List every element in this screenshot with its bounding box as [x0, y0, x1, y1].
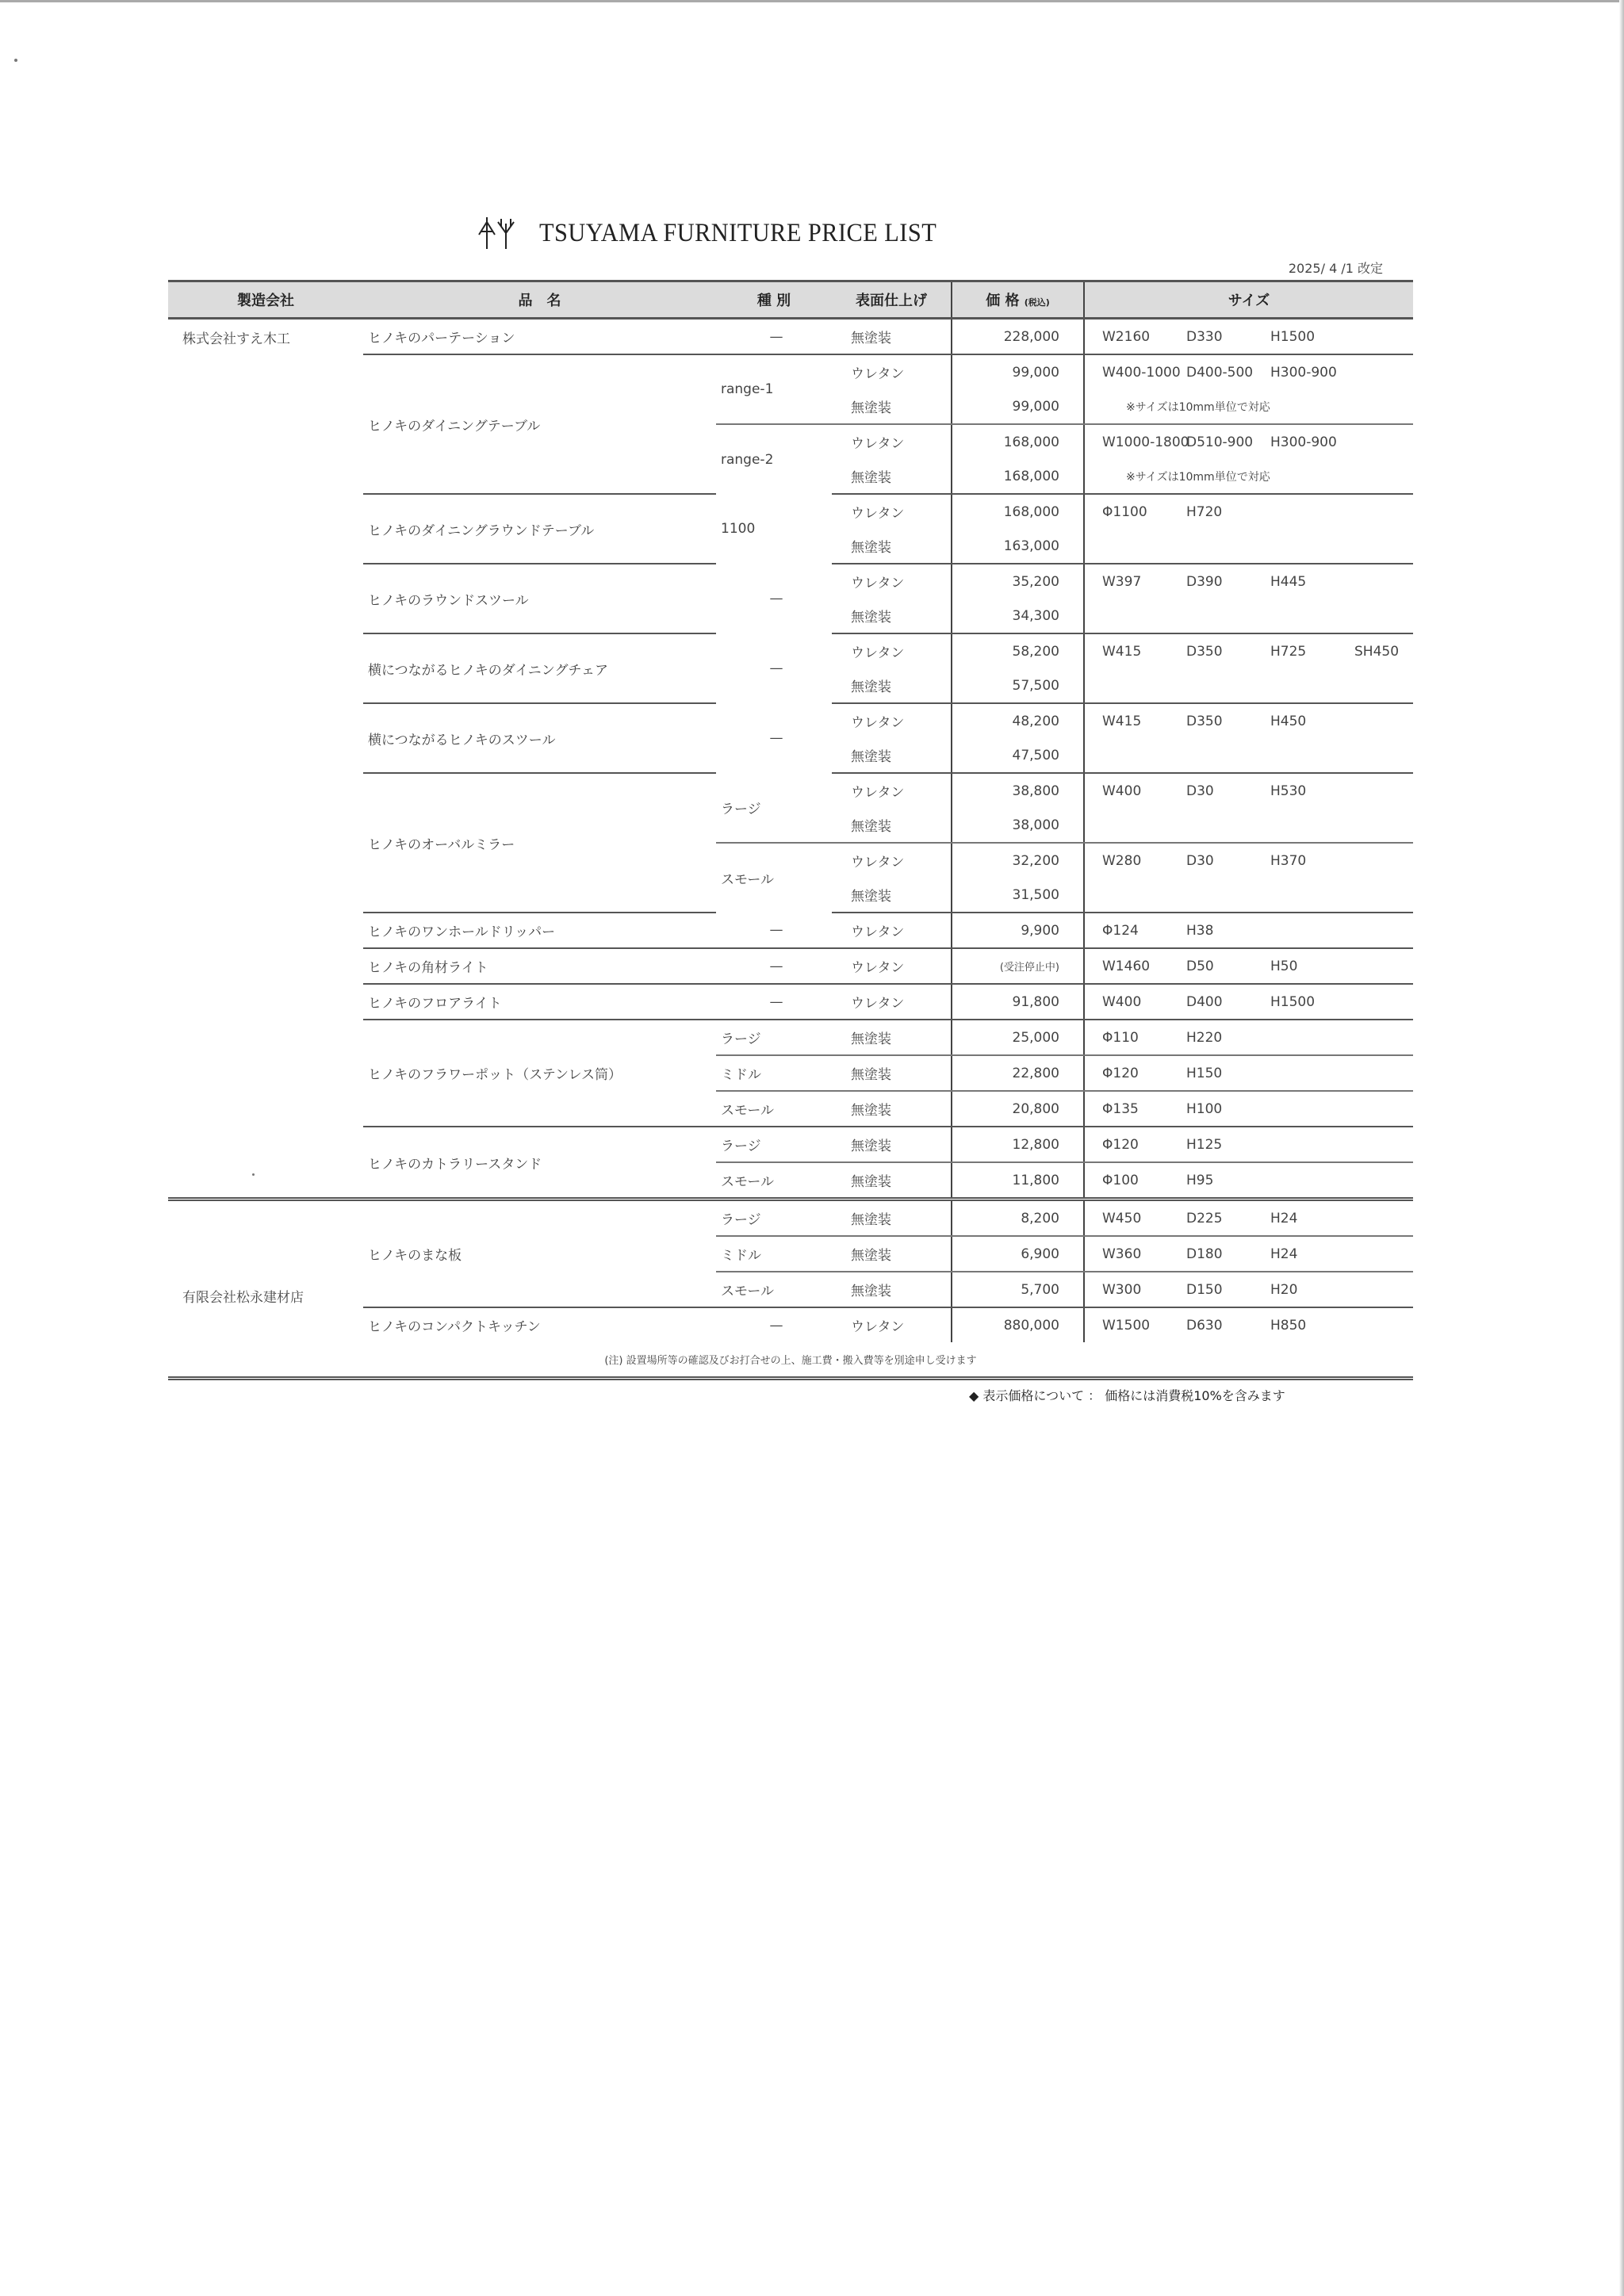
size-dimension: W1460: [1102, 958, 1151, 974]
product-type: —: [769, 1317, 783, 1334]
company-name: 有限会社松永建材店: [182, 1289, 304, 1306]
product-name: ヒノキのフロアライト: [363, 984, 716, 1020]
size-dimension: W400: [1102, 783, 1142, 799]
header-price: [952, 281, 1084, 319]
size: [1084, 1162, 1413, 1200]
price: 6,900: [952, 1236, 1084, 1272]
product-name: ヒノキのダイニングラウンドテーブル: [363, 494, 716, 564]
price: 58,200: [952, 633, 1084, 668]
price: 168,000: [952, 424, 1084, 459]
product-type: ラージ: [716, 1200, 832, 1237]
product-type: スモール: [716, 1091, 832, 1127]
size-dimension: W450: [1102, 1210, 1142, 1226]
size: [1084, 1236, 1413, 1272]
product-name: ヒノキのラウンドスツール: [363, 564, 716, 633]
size: [1084, 1055, 1413, 1091]
size: [1084, 1200, 1413, 1237]
size-dimension: D630: [1186, 1317, 1223, 1334]
tax-note: ◆ 表示価格について ： 価格には消費税10%を含みます: [969, 1388, 1285, 1403]
surface-finish: ウレタン: [851, 436, 905, 452]
size-dimension: W360: [1102, 1246, 1142, 1262]
surface-finish: 無塗装: [832, 1055, 952, 1091]
header-price-label: 価 格: [986, 293, 1020, 309]
size-dimension: H1500: [1270, 328, 1316, 345]
size-dimension: Φ1100: [1102, 503, 1147, 520]
size: [1084, 808, 1413, 843]
size: [1084, 738, 1413, 773]
surface-finish: ウレタン: [832, 948, 952, 984]
size-dimension: D30: [1186, 852, 1214, 869]
size: [1084, 1020, 1413, 1055]
size: [1084, 1127, 1413, 1162]
price: 163,000: [952, 529, 1084, 564]
price: 35,200: [952, 564, 1084, 599]
size-dimension: W415: [1102, 713, 1142, 729]
product-type: —: [769, 591, 783, 607]
size-dimension: Φ120: [1102, 1065, 1139, 1081]
size-dimension: D30: [1186, 783, 1214, 799]
size-dimension: Φ100: [1102, 1172, 1139, 1188]
size-dimension: H150: [1186, 1065, 1223, 1081]
size-dimension: D400-500: [1186, 364, 1254, 381]
size-dimension: W280: [1102, 852, 1142, 869]
price: 99,000: [952, 389, 1084, 424]
size: [1084, 354, 1413, 389]
size: [1084, 773, 1413, 808]
product-name: ヒノキの角材ライト: [363, 948, 716, 984]
size: [1084, 668, 1413, 703]
footnote: (注) 設置場所等の確認及びお打合せの上、施工費・搬入費等を別途申し受けます: [168, 1342, 1413, 1379]
surface-finish: 無塗装: [832, 599, 952, 633]
size-dimension: D350: [1186, 713, 1223, 729]
surface-finish: ウレタン: [832, 984, 952, 1020]
surface-finish: 無塗装: [832, 668, 952, 703]
price: 228,000: [952, 319, 1084, 355]
header-product-name: 品 名: [363, 281, 716, 319]
size-dimension: H445: [1270, 573, 1307, 590]
header-type: 種 別: [716, 281, 832, 319]
product-type: —: [716, 913, 832, 948]
surface-finish: 無塗装: [832, 878, 952, 913]
price: 8,200: [952, 1200, 1084, 1237]
size-dimension: D50: [1186, 958, 1214, 974]
size-dimension: H100: [1186, 1100, 1223, 1117]
size-dimension: D400: [1186, 993, 1223, 1010]
surface-finish: ウレタン: [851, 1319, 905, 1335]
table-row: [168, 1200, 1413, 1237]
size: [1084, 599, 1413, 633]
size-dimension: D225: [1186, 1210, 1223, 1226]
product-type: —: [769, 660, 783, 676]
price: 22,800: [952, 1055, 1084, 1091]
product-type: range-1: [716, 354, 832, 424]
size: [1084, 494, 1413, 529]
size: [1084, 319, 1413, 355]
price: 47,500: [952, 738, 1084, 773]
price: 32,200: [952, 843, 1084, 878]
product-name: ヒノキのコンパクトキッチン: [368, 1319, 541, 1335]
product-name: ヒノキのカトラリースタンド: [363, 1127, 716, 1200]
table-row: [168, 319, 1413, 355]
size: [1084, 878, 1413, 913]
size-dimension: H24: [1270, 1210, 1298, 1226]
price: 91,800: [952, 984, 1084, 1020]
size-dimension: D330: [1186, 328, 1223, 345]
size-dimension: Φ124: [1102, 922, 1139, 939]
size: [1084, 1272, 1413, 1307]
surface-finish: ウレタン: [851, 645, 905, 661]
price: 11,800: [952, 1162, 1084, 1200]
size: [1084, 984, 1413, 1020]
product-type: スモール: [716, 1162, 832, 1200]
price: 57,500: [952, 668, 1084, 703]
surface-finish: 無塗装: [832, 459, 952, 494]
size-dimension: Φ135: [1102, 1100, 1139, 1117]
size-dimension: H50: [1270, 958, 1298, 974]
size: [1084, 703, 1413, 738]
size-dimension: H300-900: [1270, 434, 1337, 450]
footnote-row: [168, 1342, 1413, 1379]
revision-date: 2025/ 4 /1 改定: [1288, 261, 1383, 276]
product-type: ミドル: [716, 1055, 832, 1091]
surface-finish: ウレタン: [851, 576, 905, 591]
price: 168,000: [952, 494, 1084, 529]
product-type: ミドル: [716, 1236, 832, 1272]
tree-logo-icon: [476, 216, 525, 251]
document-title: TSUYAMA FURNITURE PRICE LIST: [539, 218, 937, 247]
size-dimension: H95: [1186, 1172, 1214, 1188]
document-header: [476, 216, 971, 251]
size-dimension: W400: [1102, 993, 1142, 1010]
size-dimension: W2160: [1102, 328, 1151, 345]
price-table: [168, 280, 1413, 1380]
price: 38,800: [952, 773, 1084, 808]
size-note: ※サイズは10mm単位で対応: [1126, 470, 1270, 484]
size-dimension: H220: [1186, 1029, 1223, 1046]
size: [1084, 913, 1413, 948]
size: [1084, 1307, 1413, 1342]
size-note: ※サイズは10mm単位で対応: [1126, 400, 1270, 414]
size-dimension: D390: [1186, 573, 1223, 590]
surface-finish: 無塗装: [832, 1272, 952, 1307]
size-dimension: H530: [1270, 783, 1307, 799]
product-name: ヒノキのオーバルミラー: [363, 773, 716, 913]
price: 880,000: [952, 1307, 1084, 1342]
scan-edge: [0, 0, 1624, 2]
header-finish: 表面仕上げ: [832, 281, 952, 319]
size: [1084, 948, 1413, 984]
surface-finish: ウレタン: [851, 506, 905, 522]
product-name: ヒノキのパーテーション: [363, 319, 716, 355]
product-type: スモール: [721, 872, 774, 888]
company-name: 株式会社すえ木工: [168, 319, 363, 1200]
price: 168,000: [952, 459, 1084, 494]
surface-finish: ウレタン: [832, 913, 952, 948]
product-type: ラージ: [716, 773, 832, 843]
size-dimension: W1500: [1102, 1317, 1151, 1334]
surface-finish: ウレタン: [851, 715, 905, 731]
size: [1084, 1091, 1413, 1127]
product-type: —: [716, 948, 832, 984]
size-dimension: W397: [1102, 573, 1142, 590]
price: 12,800: [952, 1127, 1084, 1162]
price: 99,000: [952, 354, 1084, 389]
surface-finish: 無塗装: [832, 738, 952, 773]
size-dimension: H725: [1270, 643, 1307, 660]
surface-finish: 無塗装: [832, 1162, 952, 1200]
header-size: サイズ: [1084, 281, 1413, 319]
price: 48,200: [952, 703, 1084, 738]
product-type: 1100: [721, 521, 756, 537]
product-type: —: [716, 319, 832, 355]
price: 5,700: [952, 1272, 1084, 1307]
product-name: ヒノキのまな板: [363, 1200, 716, 1308]
product-type: range-2: [721, 451, 774, 468]
size-dimension: W415: [1102, 643, 1142, 660]
table-header-row: [168, 281, 1413, 319]
size-dimension: H38: [1186, 922, 1214, 939]
size-dimension: W400-1000: [1102, 364, 1181, 381]
size: [1084, 424, 1413, 459]
price-table-body: [168, 319, 1413, 1379]
size-dimension: H850: [1270, 1317, 1307, 1334]
size-dimension: H20: [1270, 1281, 1298, 1298]
surface-finish: 無塗装: [832, 1127, 952, 1162]
surface-finish: 無塗装: [832, 1020, 952, 1055]
product-name: ヒノキのフラワーポット（ステンレス筒）: [363, 1020, 716, 1127]
size-dimension: H24: [1270, 1246, 1298, 1262]
product-name: 横につながるヒノキのスツール: [363, 703, 716, 773]
size-dimension: D150: [1186, 1281, 1223, 1298]
size-dimension: H720: [1186, 503, 1223, 520]
price: (受注停止中): [952, 948, 1084, 984]
product-name: 横につながるヒノキのダイニングチェア: [363, 633, 716, 703]
size: [1084, 389, 1413, 424]
header-company: 製造会社: [168, 281, 363, 319]
scan-speck: [14, 59, 17, 62]
surface-finish: 無塗装: [832, 319, 952, 355]
size: [1084, 459, 1413, 494]
price: 25,000: [952, 1020, 1084, 1055]
surface-finish: 無塗装: [832, 389, 952, 424]
size-dimension: H1500: [1270, 993, 1316, 1010]
surface-finish: 無塗装: [832, 1200, 952, 1237]
scan-edge: [1619, 0, 1624, 2296]
size: [1084, 843, 1413, 878]
size: [1084, 633, 1413, 668]
size-dimension: H300-900: [1270, 364, 1337, 381]
size: [1084, 564, 1413, 599]
size-dimension: D180: [1186, 1246, 1223, 1262]
surface-finish: 無塗装: [832, 529, 952, 564]
price: 34,300: [952, 599, 1084, 633]
size-dimension: H370: [1270, 852, 1307, 869]
size-dimension: Φ110: [1102, 1029, 1139, 1046]
header-tax-included: (税込): [1024, 297, 1050, 308]
price: 38,000: [952, 808, 1084, 843]
product-name: ヒノキのワンホールドリッパー: [363, 913, 716, 948]
product-name: ヒノキのダイニングテーブル: [363, 354, 716, 494]
surface-finish: ウレタン: [851, 366, 905, 382]
surface-finish: 無塗装: [832, 1091, 952, 1127]
product-type: スモール: [716, 1272, 832, 1307]
price: 31,500: [952, 878, 1084, 913]
size-dimension: W300: [1102, 1281, 1142, 1298]
surface-finish: ウレタン: [851, 855, 905, 871]
size-dimension: D350: [1186, 643, 1223, 660]
product-type: —: [716, 984, 832, 1020]
size-dimension: Φ120: [1102, 1136, 1139, 1153]
product-type: —: [769, 730, 783, 746]
size-dimension: H125: [1186, 1136, 1223, 1153]
size-dimension: SH450: [1354, 643, 1400, 660]
product-type: ラージ: [716, 1020, 832, 1055]
surface-finish: 無塗装: [832, 1236, 952, 1272]
surface-finish: ウレタン: [851, 785, 905, 801]
size-dimension: H450: [1270, 713, 1307, 729]
price: 9,900: [952, 913, 1084, 948]
price: 20,800: [952, 1091, 1084, 1127]
product-type: ラージ: [716, 1127, 832, 1162]
size-dimension: W1000-1800: [1102, 434, 1189, 450]
surface-finish: 無塗装: [832, 808, 952, 843]
size: [1084, 529, 1413, 564]
size-dimension: D510-900: [1186, 434, 1254, 450]
